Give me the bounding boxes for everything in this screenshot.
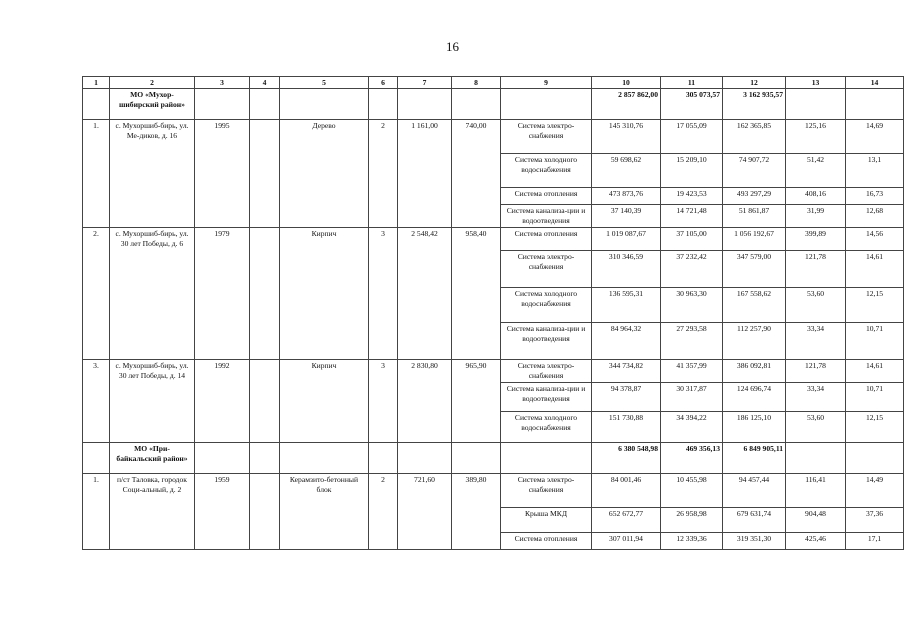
empty-cell [452,442,501,473]
empty-cell [280,442,369,473]
cost-col11: 17 055,09 [661,120,723,154]
cost-col13: 116,41 [786,473,846,507]
cost-col12: 124 696,74 [723,382,786,411]
cost-col11: 26 958,98 [661,507,723,532]
col-header: 11 [661,77,723,89]
cost-col14: 14,56 [846,228,904,251]
empty-cell [280,89,369,120]
cost-col11: 12 339,36 [661,532,723,549]
cost-col11: 27 293,58 [661,323,723,360]
build-year: 1959 [195,473,250,549]
cost-col14: 14,61 [846,251,904,288]
cost-col12: 51 861,87 [723,205,786,228]
system-row [83,360,904,383]
column-number-row [83,77,904,89]
object-address: с. Мухоршиб-бирь, ул. 30 лет Победы, д. 6 [110,228,195,360]
cost-col13: 51,42 [786,154,846,188]
district-total-col12: 3 162 935,57 [723,89,786,120]
total-area: 2 548,42 [398,228,452,360]
system-name: Система отопления [501,228,592,251]
district-total-col12: 6 849 905,11 [723,442,786,473]
cost-col14: 17,1 [846,532,904,549]
floor-count: 2 [369,473,398,549]
col-header: 10 [592,77,661,89]
cost-col14: 13,1 [846,154,904,188]
col-header: 1 [83,77,110,89]
col-header: 5 [280,77,369,89]
system-name: Система электро-снабжения [501,360,592,383]
district-total-col11: 469 356,13 [661,442,723,473]
cost-col10: 59 698,62 [592,154,661,188]
empty-cell [501,89,592,120]
cost-col12: 679 631,74 [723,507,786,532]
empty-cell [250,360,280,443]
system-name: Система холодного водоснабжения [501,411,592,442]
object-number: 2. [83,228,110,360]
system-row [83,228,904,251]
cost-col13: 31,99 [786,205,846,228]
wall-material: Кирпич [280,228,369,360]
total-area: 721,60 [398,473,452,549]
empty-cell [398,89,452,120]
cost-col13: 53,60 [786,288,846,323]
cost-col11: 15 209,10 [661,154,723,188]
cost-col10: 84 964,32 [592,323,661,360]
system-name: Система канализа-ции и водоотведения [501,205,592,228]
system-name: Система отопления [501,532,592,549]
system-name: Система электро-снабжения [501,120,592,154]
col-header: 9 [501,77,592,89]
build-year: 1979 [195,228,250,360]
cost-col10: 1 019 087,67 [592,228,661,251]
cost-col10: 94 378,87 [592,382,661,411]
cost-col10: 136 595,31 [592,288,661,323]
system-name: Крыша МКД [501,507,592,532]
cost-col11: 19 423,53 [661,188,723,205]
wall-material: Керамзито-бетонный блок [280,473,369,549]
cost-col13: 425,46 [786,532,846,549]
cost-col13: 121,78 [786,360,846,383]
cost-col10: 145 310,76 [592,120,661,154]
cost-col11: 41 357,99 [661,360,723,383]
cost-col10: 151 730,88 [592,411,661,442]
empty-cell [83,442,110,473]
cost-col12: 167 558,62 [723,288,786,323]
system-row [83,473,904,507]
col-header: 3 [195,77,250,89]
col-header: 8 [452,77,501,89]
district-total-col10: 6 380 548,98 [592,442,661,473]
cost-col11: 30 963,30 [661,288,723,323]
build-year: 1992 [195,360,250,443]
cost-col14: 37,36 [846,507,904,532]
cost-col10: 310 346,59 [592,251,661,288]
empty-cell [846,442,904,473]
cost-col13: 399,89 [786,228,846,251]
system-name: Система холодного водоснабжения [501,288,592,323]
cost-col14: 10,71 [846,382,904,411]
empty-cell [369,89,398,120]
cost-col13: 904,48 [786,507,846,532]
empty-cell [846,89,904,120]
cost-col14: 12,68 [846,205,904,228]
object-address: с. Мухоршиб-бирь, ул. 30 лет Победы, д. 14 [110,360,195,443]
system-row [83,120,904,154]
cost-col13: 408,16 [786,188,846,205]
empty-cell [250,228,280,360]
floor-count: 3 [369,360,398,443]
empty-cell [250,473,280,549]
object-address: с. Мухоршиб-бирь, ул. Ме-диков, д. 16 [110,120,195,228]
cost-col10: 344 734,82 [592,360,661,383]
empty-cell [398,442,452,473]
system-name: Система электро-снабжения [501,473,592,507]
cost-col11: 34 394,22 [661,411,723,442]
living-area: 958,40 [452,228,501,360]
cost-col13: 33,34 [786,382,846,411]
district-total-row [83,89,904,120]
col-header: 4 [250,77,280,89]
cost-col14: 10,71 [846,323,904,360]
total-area: 2 830,80 [398,360,452,443]
col-header: 13 [786,77,846,89]
empty-cell [195,442,250,473]
empty-cell [195,89,250,120]
cost-col12: 386 092,81 [723,360,786,383]
cost-col12: 186 125,10 [723,411,786,442]
empty-cell [786,89,846,120]
cost-col12: 74 907,72 [723,154,786,188]
cost-col12: 112 257,90 [723,323,786,360]
object-number: 3. [83,360,110,443]
cost-col14: 14,61 [846,360,904,383]
empty-cell [786,442,846,473]
cost-col12: 319 351,30 [723,532,786,549]
cost-col11: 14 721,48 [661,205,723,228]
district-total-col11: 305 073,57 [661,89,723,120]
col-header: 12 [723,77,786,89]
col-header: 6 [369,77,398,89]
empty-cell [501,442,592,473]
system-name: Система электро-снабжения [501,251,592,288]
col-header: 7 [398,77,452,89]
floor-count: 3 [369,228,398,360]
empty-cell [369,442,398,473]
system-name: Система отопления [501,188,592,205]
living-area: 965,90 [452,360,501,443]
cost-col13: 53,60 [786,411,846,442]
cost-col10: 652 672,77 [592,507,661,532]
cost-col14: 12,15 [846,411,904,442]
col-header: 2 [110,77,195,89]
system-name: Система канализа-ции и водоотведения [501,323,592,360]
cost-col11: 10 455,98 [661,473,723,507]
cost-col14: 12,15 [846,288,904,323]
cost-col12: 94 457,44 [723,473,786,507]
empty-cell [250,120,280,228]
cost-col10: 37 140,39 [592,205,661,228]
empty-cell [452,89,501,120]
wall-material: Кирпич [280,360,369,443]
district-total-col10: 2 857 862,00 [592,89,661,120]
cost-col11: 30 317,87 [661,382,723,411]
cost-col11: 37 105,00 [661,228,723,251]
district-total-row [83,442,904,473]
system-name: Система холодного водоснабжения [501,154,592,188]
living-area: 740,00 [452,120,501,228]
wall-material: Дерево [280,120,369,228]
cost-col12: 1 056 192,67 [723,228,786,251]
district-name: МО «Мухор-шибирский район» [110,89,195,120]
cost-col10: 84 001,46 [592,473,661,507]
repair-cost-table [82,76,904,550]
object-number: 1. [83,473,110,549]
cost-col13: 121,78 [786,251,846,288]
cost-col12: 493 297,29 [723,188,786,205]
cost-col14: 16,73 [846,188,904,205]
cost-col10: 307 011,94 [592,532,661,549]
empty-cell [250,89,280,120]
cost-col10: 473 873,76 [592,188,661,205]
empty-cell [250,442,280,473]
floor-count: 2 [369,120,398,228]
cost-col13: 125,16 [786,120,846,154]
living-area: 389,80 [452,473,501,549]
object-address: п/ст Таловка, городок Соци-альный, д. 2 [110,473,195,549]
cost-col11: 37 232,42 [661,251,723,288]
district-name: МО «При-байкальский район» [110,442,195,473]
cost-col13: 33,34 [786,323,846,360]
col-header: 14 [846,77,904,89]
build-year: 1995 [195,120,250,228]
system-name: Система канализа-ции и водоотведения [501,382,592,411]
cost-col14: 14,69 [846,120,904,154]
cost-col12: 347 579,00 [723,251,786,288]
object-number: 1. [83,120,110,228]
cost-col14: 14,49 [846,473,904,507]
cost-col12: 162 365,85 [723,120,786,154]
page-number: 16 [446,39,459,54]
empty-cell [83,89,110,120]
total-area: 1 161,00 [398,120,452,228]
